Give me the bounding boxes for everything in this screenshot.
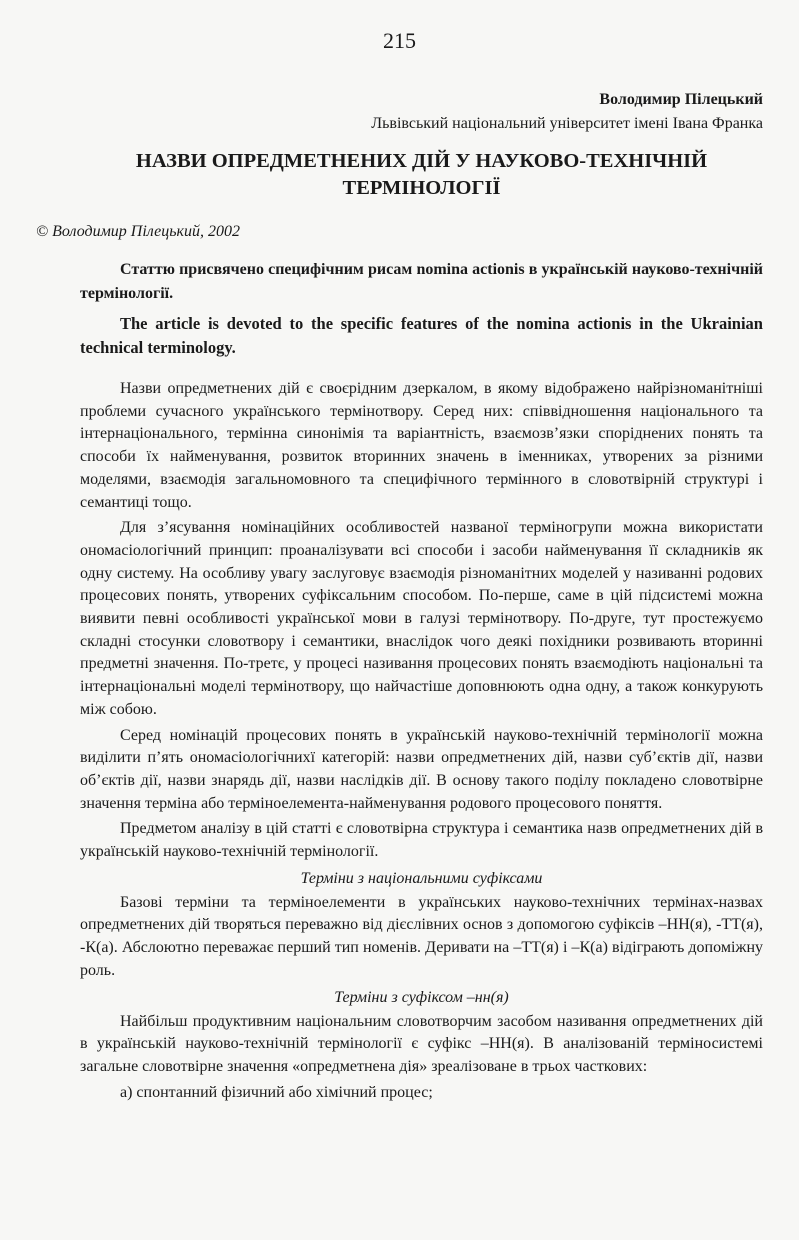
author-affiliation: Львівський національний університет імені Івана Франка xyxy=(371,115,763,132)
copyright-line: © Володимир Пілецький, 2002 xyxy=(36,223,241,240)
section-heading-nn-suffix: Терміни з суфіксом –нн(я) xyxy=(334,988,509,1006)
paragraph-3: Серед номінацій процесових понять в українській науково-технічній термінології можна виділити п’ять ономасіологічнихї категорій: назви опредметнених дій, назви суб’єктів дії, назви об’єктів дії, назви знарядь дії, назви наслідків дії. В основу такого поділу покладено словотвірне значення терміна або терміноелемента-найменування родового процесового поняття. xyxy=(80,726,763,812)
page-number: 215 xyxy=(383,28,416,53)
title-line-1: НАЗВИ ОПРЕДМЕТНЕНИХ ДІЙ У НАУКОВО-ТЕХНІЧНІЙ xyxy=(135,150,708,172)
abstract-ukrainian: Статтю присвячено специфічним рисам nomina actionis в українській науково-технічній термінології. xyxy=(80,261,763,302)
abstract-english: The article is devoted to the specific features of the nomina actionis in the Ukrainian technical terminology. xyxy=(80,314,763,357)
paragraph-5: Базові терміни та терміноелементи в українських науково-технічних термінах-назвах опредметнених дій творяться переважно від дієслівних основ з допомогою суфіксів –НН(я), -ТТ(я), -К(а). Абслоютно переважає перший тип номенів. Деривати на –ТТ(я) і –К(а) відіграють допоміжну роль. xyxy=(80,893,763,979)
article-body xyxy=(36,84,763,1104)
paragraph-6: Найбільш продуктивним національним словотворчим засобом називання опредметнених дій в українській науково-технічній термінології є суфікс –НН(я). В аналізованій терміносистемі загальне словотвірне значення «опредметнена дія» зреалізоване в трьох часткових: xyxy=(80,1012,763,1075)
paragraph-1: Назви опредметнених дій є своєрідним дзеркалом, в якому відображено найрізноманітніші проблеми сучасного українського термінотвору. Серед них: співвідношення національного та інтернаціонального, термінна синонімія та варіантність, взаємозв’язки споріднених понять та способи їх найменування, розвиток вторинних значень в іменниках, утворених за різними моделями, взаємодія загальномовного та специфічного термінного в словотвірній структурі і семантиці тощо. xyxy=(80,380,763,511)
paragraph-2: Для з’ясування номінаційних особливостей названої терміногрупи можна використати ономасіологічний принцип: проаналізувати всі способи і засоби найменування її складників як одну систему. На особливу увагу заслуговує взаємодія різноманітних моделей у називанні родових процесових понять, утворених суфіксальним способом. По-перше, саме в цій підсистемі можна виявити певні особливості української мови в галузі термінотвору. По-друге, тут простежуємо складні стосунки словотвору і семантики, внаслідок чого деякі похідники розвивають вторинні предметні значення. По-третє, у процесі називання процесових понять взаємодіють національні та інтернаціональні моделі термінотвору, що найчастіше доповнюють одна одну, а також конкурують між собою. xyxy=(80,519,763,718)
section-heading-national-suffixes: Терміни з національними суфіксами xyxy=(300,869,543,887)
author-name: Володимир Пілецький xyxy=(599,91,763,108)
title-line-2: ТЕРМІНОЛОГІЇ xyxy=(342,177,501,199)
list-item-a: а) спонтанний фізичний або хімічний процес; xyxy=(120,1083,433,1101)
article-title xyxy=(80,148,763,202)
paragraph-4: Предметом аналізу в цій статті є словотвірна структура і семантика назв опредметнених дій в українській науково-технічній термінології. xyxy=(80,820,763,861)
